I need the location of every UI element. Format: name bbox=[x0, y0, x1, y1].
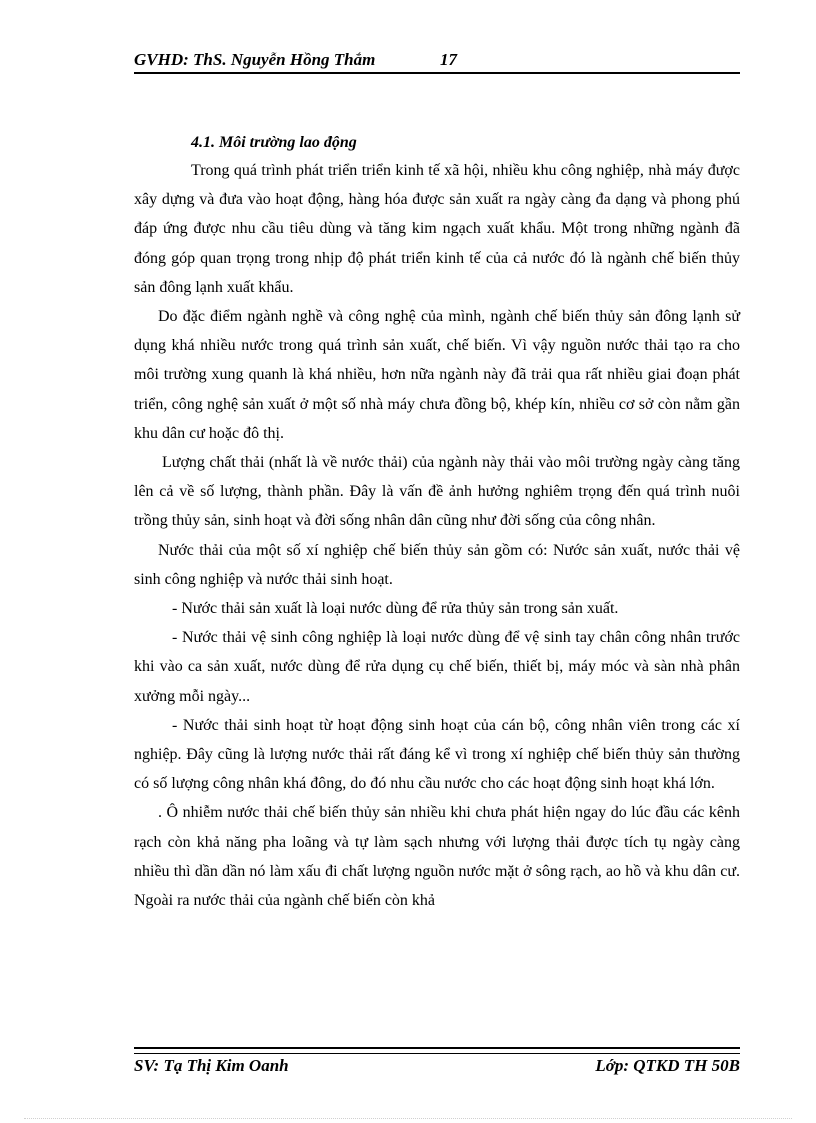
section-body bbox=[134, 130, 740, 915]
page-header bbox=[134, 48, 740, 72]
list-item-domestic-water: - Nước thải sinh hoạt từ hoạt động sinh hoạt của cán bộ, công nhân viên trong các xí nghiệp. Đây cũng là lượng nước thải rất đáng kể vì trong xí nghiệp chế biến thủy sản thường có số lượng công nhân khá đông, do đó nhu cầu nước cho các hoạt động sinh hoạt khá lớn. bbox=[134, 716, 740, 793]
list-item-sanitation-water: - Nước thải vệ sinh công nghiệp là loại nước dùng để vệ sinh tay chân công nhân trước khi vào ca sản xuất, nước dùng để rửa dụng cụ chế biến, thiết bị, máy móc và sàn nhà phân xưởng mỗi ngày... bbox=[134, 629, 740, 705]
class-label: Lớp: QTKD TH 50B bbox=[595, 1056, 740, 1075]
page-number: 17 bbox=[440, 50, 457, 69]
student-name: SV: Tạ Thị Kim Oanh bbox=[134, 1056, 289, 1075]
supervisor-name: GVHD: ThS. Nguyễn Hồng Thắm bbox=[134, 50, 376, 69]
header-divider bbox=[134, 72, 740, 74]
paragraph-intro: Trong quá trình phát triển triển kinh tế xã hội, nhiều khu công nghiệp, nhà máy được xây dựng và đưa vào hoạt động, hàng hóa được sản xuất ra ngày càng đa dạng và phong phú đáp ứng được nhu cầu tiêu dùng và tăng kim ngạch xuất khẩu. Một trong những ngành đã đóng góp quan trọng trong nhịp độ phát triển kinh tế của cả nước đó là ngành chế biến thủy sản đông lạnh xuất khẩu. bbox=[134, 162, 740, 296]
footer-divider bbox=[134, 1047, 740, 1054]
paragraph-pollution: . Ô nhiễm nước thải chế biến thủy sản nhiều khi chưa phát hiện ngay do lúc đầu các kênh rạch còn khả năng pha loãng và tự làm sạch nhưng với lượng thải được tích tụ ngày càng nhiều thì dần dần nó làm xấu đi chất lượng nguồn nước mặt ở sông rạch, ao hồ và khu dân cư. Ngoài ra nước thải của ngành chế biến còn khả bbox=[134, 804, 740, 910]
paragraph-wastewater-types: Nước thải của một số xí nghiệp chế biến thủy sản gồm có: Nước sản xuất, nước thải vệ sinh công nghiệp và nước thải sinh hoạt. bbox=[134, 541, 740, 588]
page-edge-line bbox=[24, 1118, 792, 1119]
list-item-production-water: - Nước thải sản xuất là loại nước dùng để rửa thủy sản trong sản xuất. bbox=[172, 600, 619, 618]
page-footer bbox=[134, 1054, 740, 1078]
section-heading: 4.1. Môi trường lao động bbox=[191, 134, 357, 151]
paragraph-industry-water-use: Do đặc điểm ngành nghề và công nghệ của mình, ngành chế biến thủy sản đông lạnh sử dụng khá nhiều nước trong quá trình sản xuất, chế biến. Vì vậy nguồn nước thải tạo ra cho môi trường xung quanh là khá nhiều, hơn nữa ngành này đã trải qua rất nhiều giai đoạn phát triển, công nghệ sản xuất ở một số nhà máy chưa đồng bộ, khép kín, nhiều cơ sở còn nằm gần khu dân cư hoặc đô thị. bbox=[134, 308, 740, 442]
paragraph-waste-volume: Lượng chất thải (nhất là về nước thải) của ngành này thải vào môi trường ngày càng tăng lên cả về số lượng, thành phần. Đây là vấn đề ảnh hưởng nghiêm trọng đến quá trình nuôi trồng thủy sản, sinh hoạt và đời sống nhân dân cũng như đời sống của công nhân. bbox=[134, 454, 740, 530]
